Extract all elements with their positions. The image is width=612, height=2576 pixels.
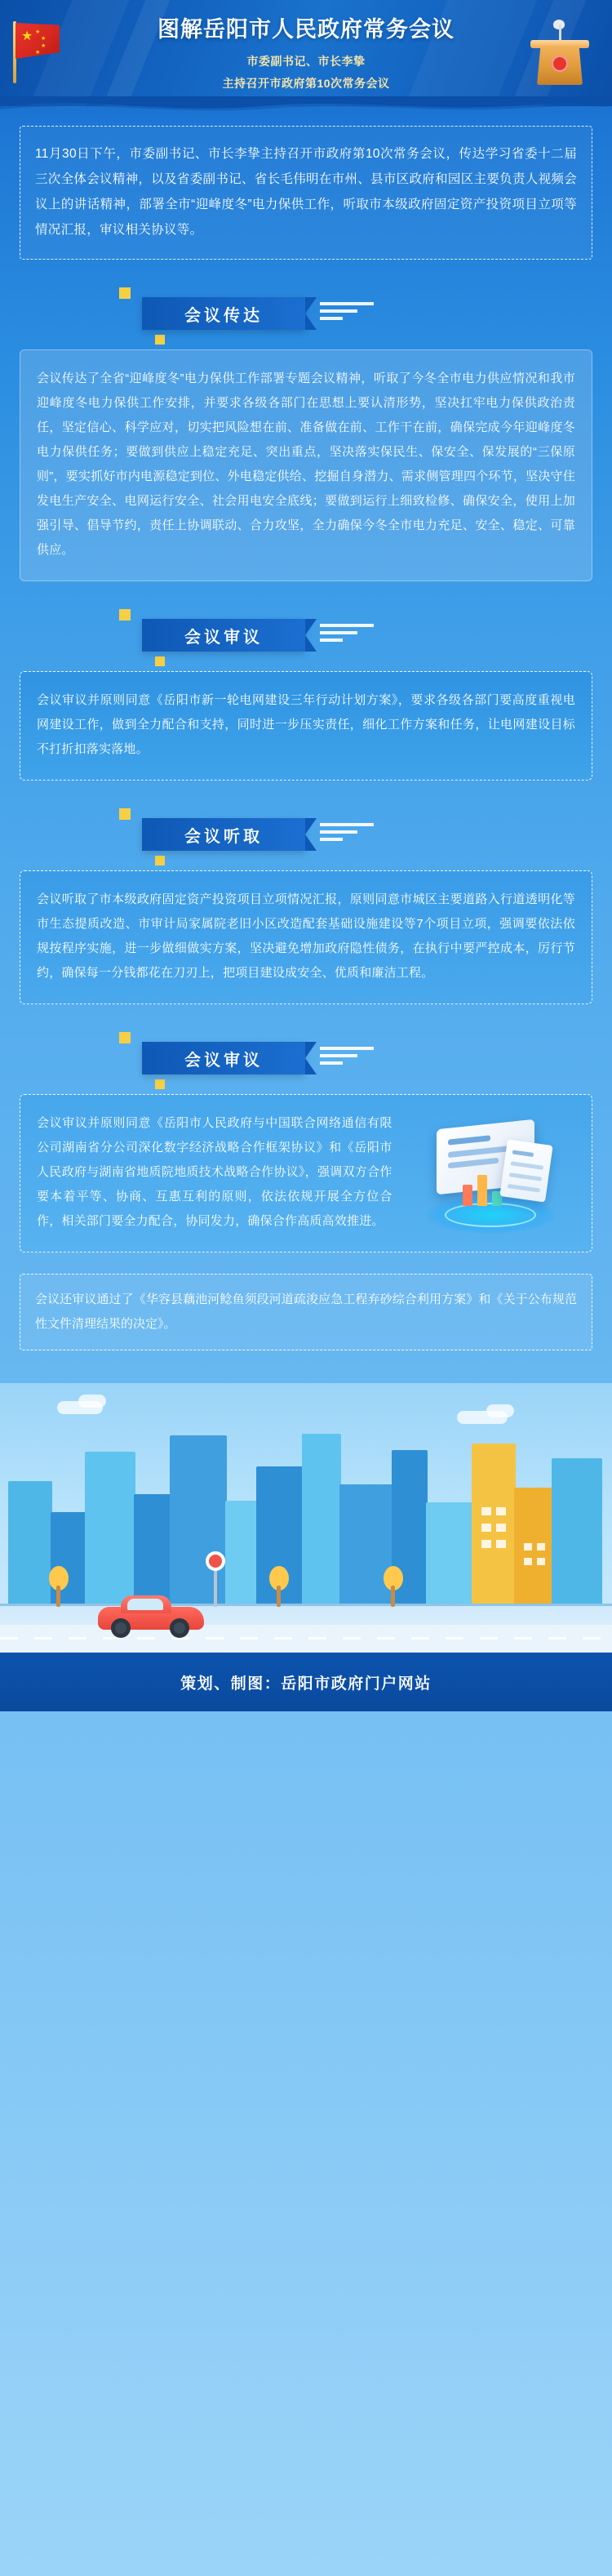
- window: [496, 1507, 506, 1515]
- cloud-icon: [78, 1395, 106, 1408]
- section-banner-2: [20, 603, 592, 671]
- decorative-square: [155, 656, 165, 666]
- building: [514, 1488, 553, 1604]
- building: [85, 1452, 135, 1604]
- data-analysis-illustration: [412, 1110, 583, 1248]
- decorative-square: [155, 1079, 165, 1089]
- decorative-square: [155, 335, 165, 345]
- section-banner-3: [20, 802, 592, 870]
- building: [552, 1458, 602, 1604]
- window: [537, 1543, 545, 1550]
- decorative-square: [119, 1032, 131, 1043]
- window: [524, 1543, 532, 1550]
- window: [537, 1558, 545, 1565]
- flag-star-icon: ★: [41, 43, 47, 49]
- decorative-square: [155, 856, 165, 865]
- banner-line-decoration: [320, 1047, 374, 1069]
- section-title: 会议听取: [184, 827, 263, 846]
- section-title: 会议传达: [184, 306, 263, 325]
- banner-tail-shape: [305, 818, 317, 851]
- illustration-ring: [445, 1203, 536, 1227]
- illustration-bar: [477, 1175, 487, 1206]
- section-body-3: 会议听取了市本级政府固定资产投资项目立项情况汇报，原则同意市城区主要道路入行道透明化等市生态提质改造、市审计局家属院老旧小区改造配套基础设施建设等7个项目立项，强调要依法依规按程序实施，进一步做细做实方案，坚决避免增加政府隐性债务，在执行中要严控成本，厉行节约，确保每一分钱都花在刀刃上，把项目建设成安全、优质和廉洁工程。: [20, 870, 592, 1004]
- building: [302, 1434, 341, 1604]
- banner-line-decoration: [320, 823, 374, 845]
- window: [524, 1558, 532, 1565]
- window: [496, 1524, 506, 1532]
- section-title: 会议审议: [184, 1051, 263, 1070]
- header-wave-divider: [0, 96, 612, 114]
- page-content: [0, 114, 612, 1350]
- banner-line-decoration: [320, 302, 374, 324]
- section-body-2: 会议审议并原则同意《岳阳市新一轮电网建设三年行动计划方案》，要求各级各部门要高度重视电网建设工作，做到全力配合和支持，同时进一步压实责任，细化工作方案和任务，让电网建设目标不打折扣落实落地。: [20, 671, 592, 781]
- page-header: [0, 0, 612, 106]
- flag-star-icon: ★: [21, 29, 33, 43]
- tree-icon: [269, 1566, 289, 1607]
- building: [426, 1502, 473, 1604]
- city-skyline-illustration: [0, 1383, 612, 1653]
- section-title: 会议审议: [184, 628, 263, 647]
- flag-star-icon: ★: [35, 29, 41, 35]
- road-sign-icon: [214, 1564, 217, 1607]
- section-banner-box: [142, 297, 305, 330]
- building: [225, 1501, 258, 1604]
- banner-line-decoration: [320, 624, 374, 646]
- road-dashed-line: [0, 1637, 612, 1639]
- decorative-square: [119, 609, 131, 621]
- decorative-square: [119, 287, 131, 299]
- tree-icon: [384, 1566, 403, 1607]
- banner-tail-shape: [305, 619, 317, 652]
- illustration-bar: [463, 1185, 472, 1206]
- window: [481, 1540, 491, 1548]
- section-banner-box: [142, 619, 305, 652]
- building: [8, 1481, 52, 1604]
- building: [170, 1435, 227, 1604]
- header-subtitle-2: 主持召开市政府第10次常务会议: [222, 77, 390, 90]
- footer-credit: 策划、制图：岳阳市政府门户网站: [180, 1675, 432, 1693]
- decorative-square: [119, 808, 131, 820]
- page-footer: [0, 1653, 612, 1711]
- section-banner-1: [20, 281, 592, 349]
- section-body-1: 会议传达了全省“迎峰度冬”电力保供工作部署专题会议精神，听取了今冬全市电力供应情况和我市迎峰度冬电力保供工作安排，并要求各级各部门在思想上要认清形势，坚决扛牢电力保供政治责任，坚定信心、科学应对，切实把风险想在前、准备做在前、工作干在前，确保完成今年迎峰度冬电力保供任务；要做到供应上稳定充足、突出重点，坚决落实保民生、保安全、保发展的“三保原则”，要实抓好市内电源稳定到位、外电稳定供给、挖掘自身潜力、需求侧管理四个环节，坚决守住发电生产安全、电网运行安全、社会用电安全底线；要做到运行上细致检修、确保安全，使用上加强引导、倡导节约，责任上协调联动、合力攻坚，全力确保今冬全市电力充足、安全、稳定、可靠供应。: [20, 349, 592, 581]
- intro-paragraph: 11月30日下午，市委副书记、市长李挚主持召开市政府第10次常务会议，传达学习省委十二届三次全体会议精神，以及省委副书记、省长毛伟明在市州、县市区政府和园区主要负责人视频会议上的讲话精神，部署全市“迎峰度冬”电力保供工作，听取市本级政府固定资产投资项目立项等情况汇报，审议相关协议等。: [20, 126, 592, 260]
- building: [472, 1444, 516, 1604]
- flag-star-icon: ★: [35, 50, 41, 56]
- banner-tail-shape: [305, 297, 317, 330]
- header-title-group: [0, 0, 612, 91]
- cloud-icon: [486, 1404, 514, 1417]
- section-banner-4: [20, 1026, 592, 1094]
- section-body-4: 会议审议并原则同意《岳阳市人民政府与中国联合网络通信有限公司湖南省分公司深化数字经济战略合作框架协议》和《岳阳市人民政府与湖南省地质院地质技术战略合作协议》，强调双方合作要本着平等、协商、互惠互利的原则，依法依规开展全方位合作，相关部门要全力配合，协同发力，确保合作高质高效推进。: [37, 1116, 392, 1228]
- page-title: 图解岳阳市人民政府常务会议: [157, 17, 455, 42]
- header-subtitle-1: 市委副书记、市长李挚: [246, 55, 366, 68]
- banner-tail-shape: [305, 1042, 317, 1074]
- illustration-document-icon: [499, 1139, 552, 1202]
- window: [481, 1524, 491, 1532]
- flag-star-icon: ★: [41, 36, 47, 42]
- car-icon: [98, 1595, 204, 1638]
- section-banner-box: [142, 818, 305, 851]
- building: [134, 1494, 171, 1604]
- window: [496, 1540, 506, 1548]
- final-note: 会议还审议通过了《华容县藕池河鲶鱼须段河道疏浚应急工程弃砂综合利用方案》和《关于公布规范性文件清理结果的决定》。: [20, 1274, 592, 1350]
- section-banner-box: [142, 1042, 305, 1074]
- window: [481, 1507, 491, 1515]
- tree-icon: [49, 1566, 69, 1607]
- section-body-4-wrapper: [20, 1094, 592, 1252]
